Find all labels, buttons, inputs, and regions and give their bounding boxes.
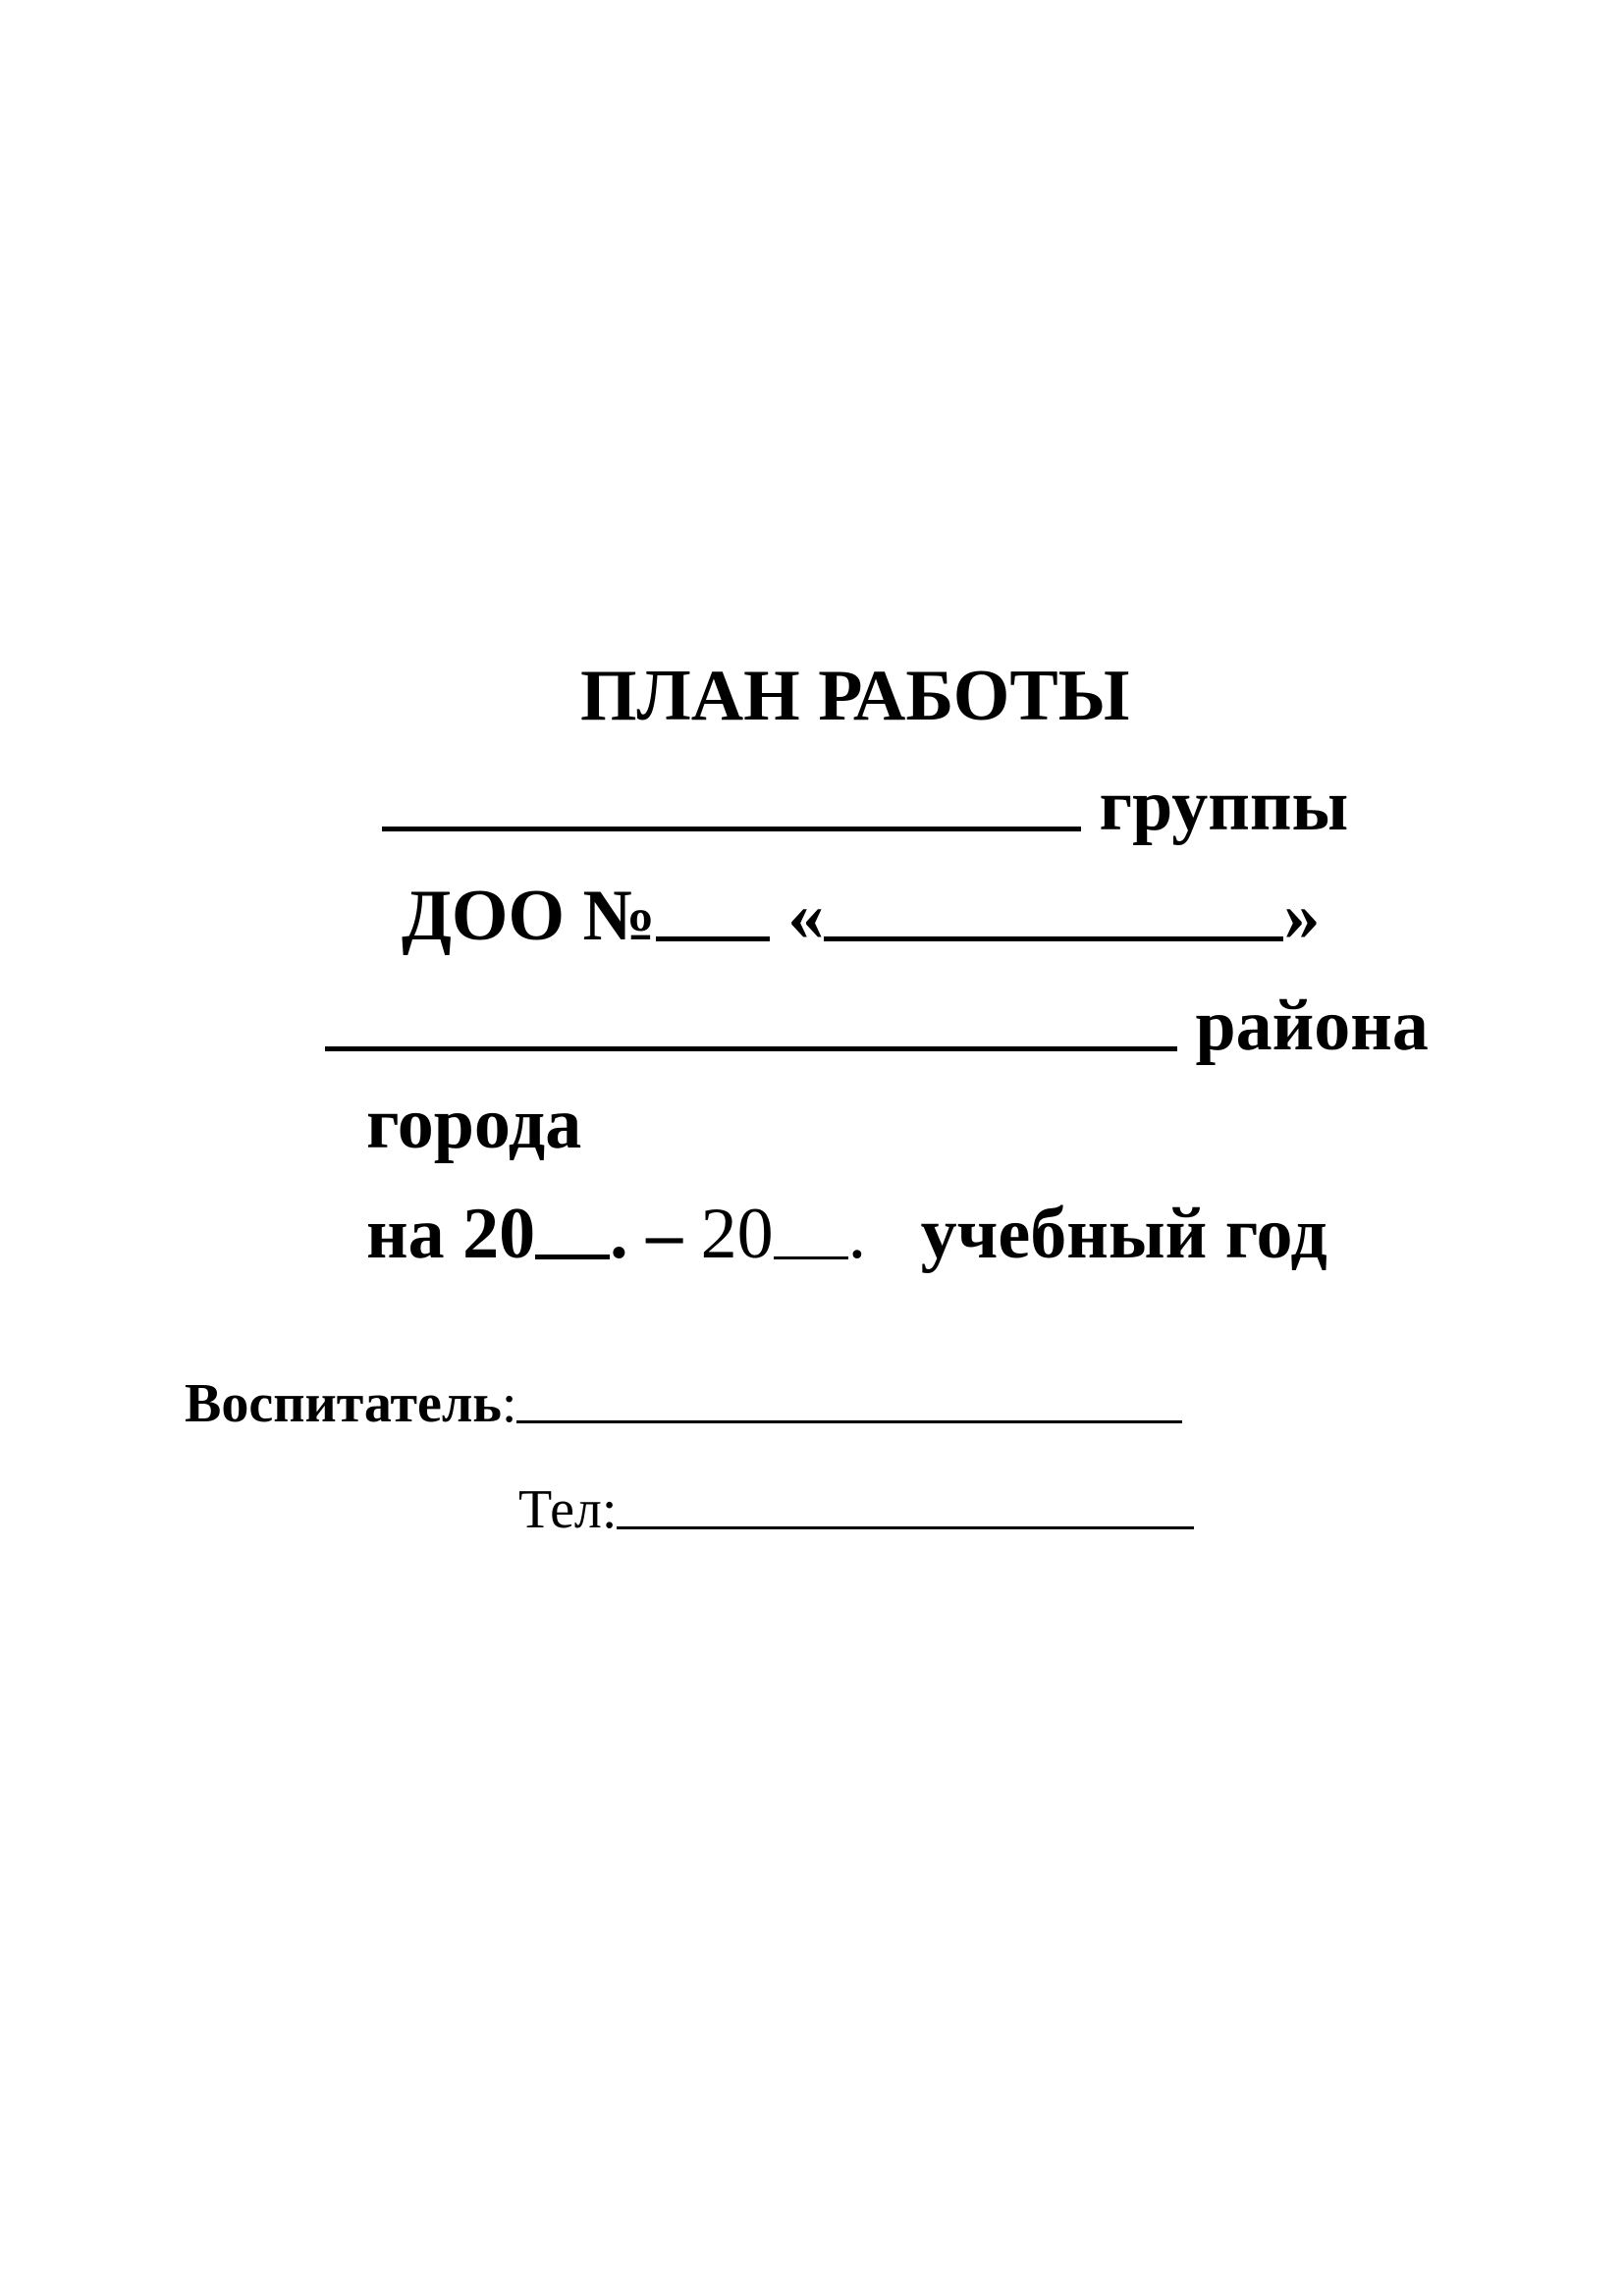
year-second: 20 [682, 1194, 774, 1274]
teacher-colon: : [501, 1373, 517, 1434]
city-label: города [366, 1084, 582, 1164]
phone-colon: : [601, 1479, 618, 1540]
quote-open: « [787, 876, 825, 956]
year-second-dot: . [847, 1194, 867, 1274]
district-suffix: района [1195, 986, 1429, 1066]
year-second-blank[interactable] [774, 1256, 848, 1259]
phone-number-blank[interactable] [617, 1526, 1194, 1529]
year-prefix: на 20 [366, 1194, 536, 1274]
title-text: ПЛАН РАБОТЫ [580, 656, 1130, 736]
group-suffix: группы [1099, 766, 1349, 846]
quote-close: » [1283, 876, 1321, 956]
year-suffix: учебный год [920, 1194, 1327, 1274]
teacher-label: Воспитатель [185, 1373, 502, 1434]
phone-line [491, 1427, 1194, 1540]
doo-prefix: ДОО № [402, 876, 656, 956]
year-line [330, 1125, 1327, 1274]
teacher-name-blank[interactable] [516, 1420, 1182, 1423]
year-first-blank[interactable] [535, 1255, 610, 1259]
year-dot-dash: . – [610, 1194, 683, 1274]
teacher-line [157, 1321, 1182, 1434]
phone-label: Тел [518, 1479, 602, 1540]
